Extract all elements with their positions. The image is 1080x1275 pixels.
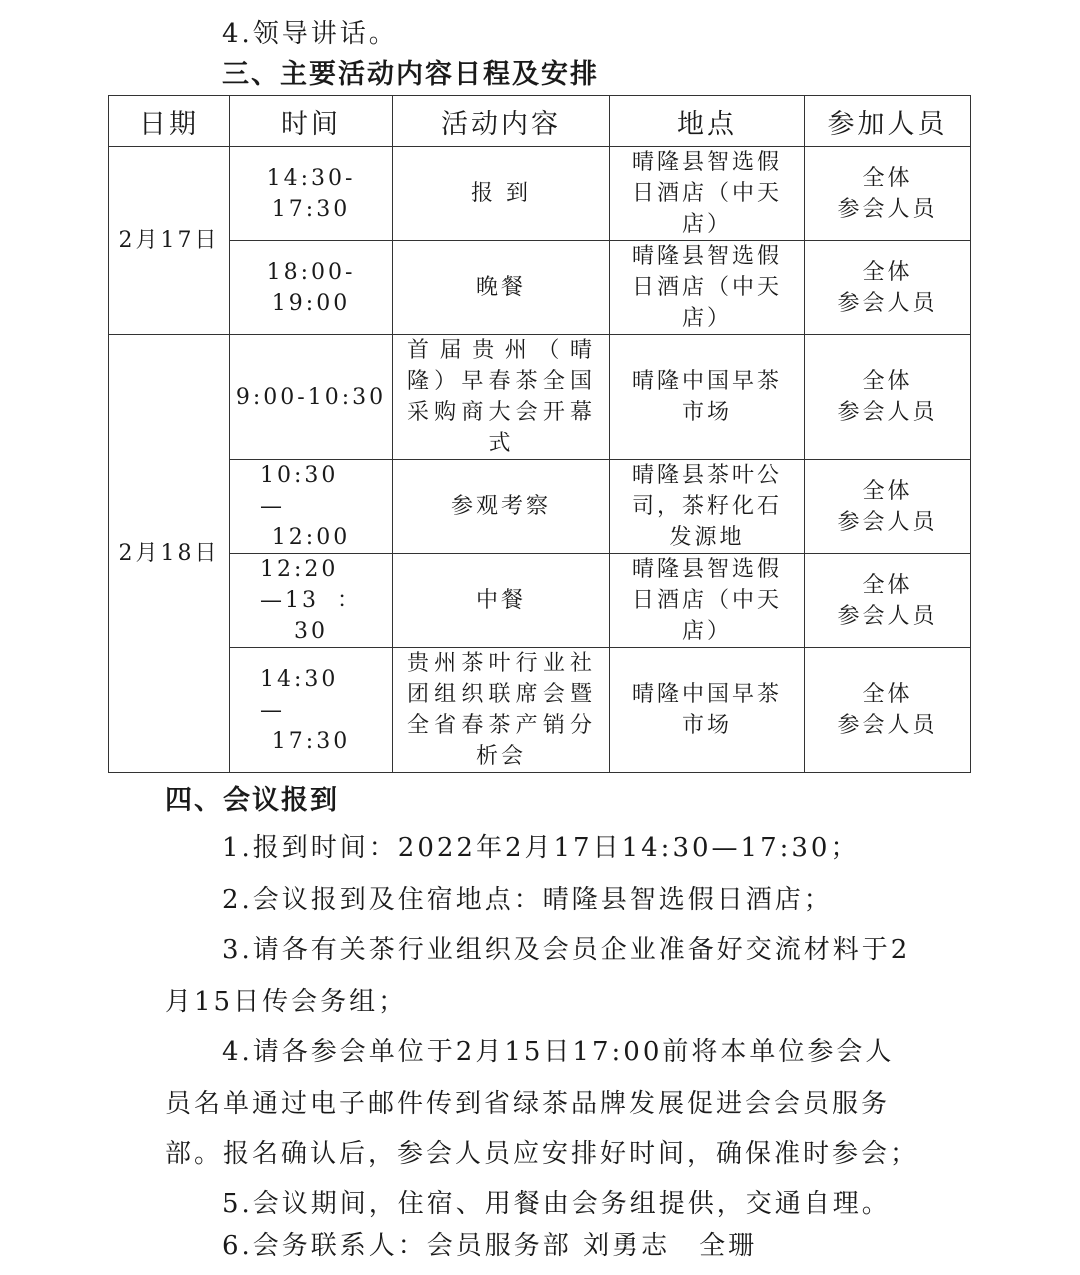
people-line-2: 参会人员 bbox=[837, 509, 938, 535]
activity-cell bbox=[393, 460, 610, 554]
location-cell bbox=[610, 648, 805, 773]
header-date: 日期 bbox=[109, 96, 230, 147]
header-time: 时间 bbox=[230, 96, 393, 147]
location-cell bbox=[610, 460, 805, 554]
table-row bbox=[109, 241, 971, 335]
table-row bbox=[109, 147, 971, 241]
location-cell bbox=[610, 335, 805, 460]
people-cell bbox=[805, 335, 971, 460]
time-cell bbox=[230, 554, 393, 648]
section4-line: 月15日传会务组； bbox=[165, 987, 408, 1017]
table-row bbox=[109, 335, 971, 460]
people-cell bbox=[805, 241, 971, 335]
time-text: 14:30—17:30 bbox=[260, 666, 351, 754]
activity-text: 报 到 bbox=[471, 181, 531, 206]
section3-title: 三、主要活动内容日程及安排 bbox=[222, 59, 599, 90]
people-line-1: 全体 bbox=[862, 572, 913, 598]
section4-line: 4.请各参会单位于2月15日17:00前将本单位参会人 bbox=[222, 1037, 895, 1067]
time-cell bbox=[230, 648, 393, 773]
location-text: 晴隆县智选假日酒店（中天店） bbox=[631, 244, 782, 331]
top-item: 4.领导讲话。 bbox=[222, 19, 398, 49]
people-cell bbox=[805, 147, 971, 241]
people-line-2: 参会人员 bbox=[837, 290, 938, 316]
people-cell bbox=[805, 648, 971, 773]
section4-line: 3.请各有关茶行业组织及会员企业准备好交流材料于2 bbox=[222, 935, 911, 965]
section4-line: 员名单通过电子邮件传到省绿茶品牌发展促进会会员服务 bbox=[165, 1089, 891, 1119]
people-line-2: 参会人员 bbox=[837, 196, 938, 222]
location-cell bbox=[610, 147, 805, 241]
date-cell: 2月18日 bbox=[109, 335, 230, 773]
activity-cell bbox=[393, 335, 610, 460]
date-cell: 2月17日 bbox=[109, 147, 230, 335]
time-cell bbox=[230, 460, 393, 554]
time-text: 10:30—12:00 bbox=[260, 463, 351, 550]
section4-line: 1.报到时间：2022年2月17日14:30—17:30； bbox=[222, 833, 860, 863]
location-text: 晴隆中国早茶市场 bbox=[631, 682, 782, 738]
location-text: 晴隆县茶叶公司，茶籽化石发源地 bbox=[631, 463, 782, 550]
time-cell: 14:30-17:30 bbox=[230, 147, 393, 241]
location-text: 晴隆县智选假日酒店（中天店） bbox=[631, 557, 782, 644]
people-line-2: 参会人员 bbox=[837, 603, 938, 629]
activity-text: 参观考察 bbox=[450, 494, 551, 519]
location-text: 晴隆县智选假日酒店（中天店） bbox=[631, 150, 782, 237]
table-header-row bbox=[109, 96, 971, 147]
activity-cell bbox=[393, 554, 610, 648]
section4-title: 四、会议报到 bbox=[165, 785, 339, 816]
activity-cell bbox=[393, 648, 610, 773]
activity-text: 首届贵州（晴隆）早春茶全国采购商大会开幕式 bbox=[407, 338, 595, 456]
section4-line: 2.会议报到及住宿地点：晴隆县智选假日酒店； bbox=[222, 885, 833, 915]
activity-cell bbox=[393, 241, 610, 335]
activity-text: 中餐 bbox=[475, 588, 526, 613]
time-cell: 9:00-10:30 bbox=[230, 335, 393, 460]
people-line-2: 参会人员 bbox=[837, 400, 938, 425]
location-cell bbox=[610, 554, 805, 648]
people-line-1: 全体 bbox=[862, 165, 913, 191]
table-row bbox=[109, 648, 971, 773]
table-row bbox=[109, 460, 971, 554]
people-line-2: 参会人员 bbox=[837, 713, 938, 738]
header-people: 参加人员 bbox=[805, 96, 971, 147]
people-line-1: 全体 bbox=[862, 259, 913, 285]
people-cell bbox=[805, 554, 971, 648]
time-text: 12:20—13：30 bbox=[260, 557, 362, 644]
activity-cell bbox=[393, 147, 610, 241]
people-cell bbox=[805, 460, 971, 554]
activity-text: 晚餐 bbox=[475, 275, 526, 300]
table-row bbox=[109, 554, 971, 648]
section4-line: 部。报名确认后，参会人员应安排好时间，确保准时参会； bbox=[165, 1139, 920, 1169]
people-line-1: 全体 bbox=[862, 478, 913, 504]
section4-line: 6.会务联系人：会员服务部 刘勇志 全珊 bbox=[222, 1231, 758, 1261]
schedule-table bbox=[108, 95, 971, 773]
people-line-1: 全体 bbox=[862, 682, 913, 707]
activity-text: 贵州茶叶行业社团组织联席会暨全省春茶产销分析会 bbox=[407, 651, 595, 769]
section4-line: 5.会议期间，住宿、用餐由会务组提供，交通自理。 bbox=[222, 1189, 891, 1219]
time-cell: 18:00-19:00 bbox=[230, 241, 393, 335]
location-cell bbox=[610, 241, 805, 335]
header-activity: 活动内容 bbox=[393, 96, 610, 147]
people-line-1: 全体 bbox=[862, 369, 913, 394]
header-location: 地点 bbox=[610, 96, 805, 147]
location-text: 晴隆中国早茶市场 bbox=[631, 369, 782, 425]
